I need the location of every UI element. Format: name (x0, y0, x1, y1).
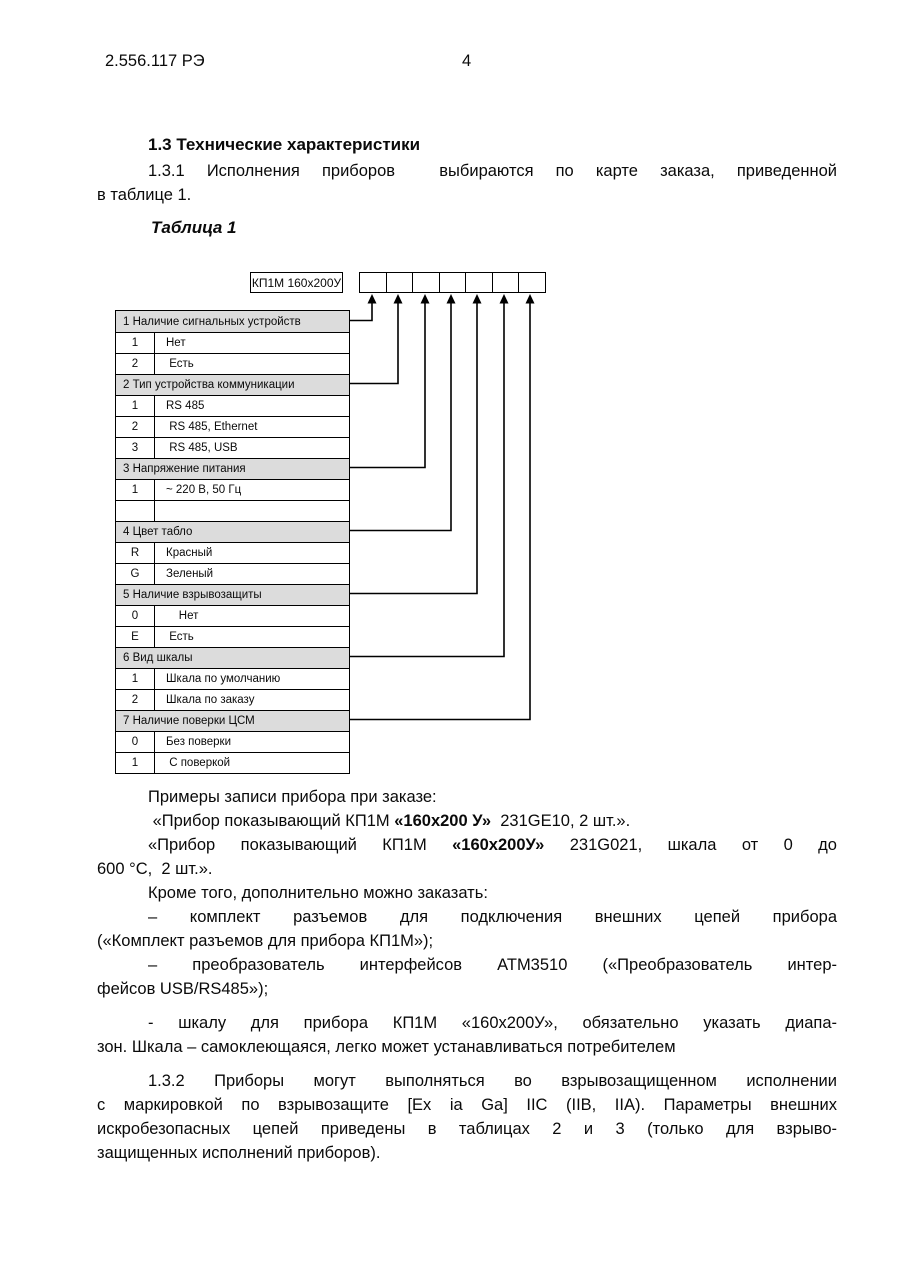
code-cells-row (359, 272, 546, 293)
page-number: 4 (462, 52, 472, 70)
paragraph-line: искробезопасных цепей приведены в таблицах 2 и 3 (только для взрыво- (97, 1120, 837, 1138)
paragraph-line: 1.3.2 Приборы могут выполняться во взрывозащищенном исполнении (148, 1072, 837, 1090)
example-1-pre: «Прибор показывающий КП1М (148, 812, 395, 830)
option-code (116, 501, 155, 521)
option-label: Шкала по умолчанию (166, 673, 281, 685)
code-cell (465, 273, 492, 292)
order-table (115, 310, 350, 774)
option-code: G (116, 564, 155, 584)
option-code: 1 (116, 333, 155, 353)
paragraph-131 (97, 159, 837, 207)
table-row (116, 353, 349, 374)
table-row (116, 731, 349, 752)
option-code: E (116, 627, 155, 647)
option-code: 1 (116, 396, 155, 416)
table-section-header: 1 Наличие сигнальных устройств (116, 311, 349, 332)
option-code: 2 (116, 354, 155, 374)
paragraph-line: защищенных исполнений приборов). (97, 1144, 381, 1162)
model-label-box (250, 272, 343, 293)
table-caption: Таблица 1 (151, 218, 237, 237)
option-code: 2 (116, 690, 155, 710)
example-2-line2: 600 °С, 2 шт.». (97, 860, 213, 878)
doc-number: 2.556.117 РЭ (105, 52, 205, 70)
section-heading: 1.3 Технические характеристики (148, 135, 421, 154)
paragraph-line: Примеры записи прибора при заказе: (148, 788, 437, 806)
option-label: Есть (166, 631, 194, 643)
body-text (97, 785, 837, 1165)
option-label: Зеленый (166, 568, 214, 580)
option-label: RS 485 (166, 400, 205, 412)
example-1-post: 231GE10, 2 шт.». (491, 812, 631, 830)
table-row (116, 626, 349, 647)
example-1-bold: «160x200 У» (394, 812, 492, 830)
code-cell (439, 273, 466, 292)
table-row (116, 563, 349, 584)
list-item: – комплект разъемов для подключения внешних цепей прибора (148, 908, 837, 926)
code-cell (412, 273, 439, 292)
table-section-header: 3 Напряжение питания (116, 458, 349, 479)
example-2-pre: «Прибор показывающий КП1М (148, 836, 453, 854)
option-label: Нет (166, 610, 199, 622)
table-row (116, 332, 349, 353)
example-2-bold: «160x200У» (452, 836, 545, 854)
option-code: 0 (116, 732, 155, 752)
code-cell (386, 273, 413, 292)
table-row (116, 395, 349, 416)
connector-arrowheads (368, 294, 535, 304)
list-item-cont: («Комплект разъемов для прибора КП1М»); (97, 932, 434, 950)
table-row (116, 500, 349, 521)
model-label: КП1М 160x200У (251, 275, 342, 290)
table-row (116, 689, 349, 710)
option-label: RS 485, Ethernet (166, 421, 258, 433)
option-label: Нет (166, 337, 186, 349)
list-item-cont: фейсов USB/RS485»); (97, 980, 269, 998)
option-label: ~ 220 В, 50 Гц (166, 484, 242, 496)
table-row (116, 479, 349, 500)
paragraph-line: 1.3.1 Исполнения приборов выбираются по карте заказа, приведенной (148, 162, 837, 180)
option-code: 0 (116, 606, 155, 626)
table-row (116, 416, 349, 437)
paragraph-line: в таблице 1. (97, 186, 192, 204)
table-section-header: 4 Цвет табло (116, 521, 349, 542)
example-2-line (97, 833, 837, 857)
table-row (116, 668, 349, 689)
option-code: 3 (116, 438, 155, 458)
table-row (116, 542, 349, 563)
connector-lines (350, 302, 530, 720)
paragraph-line: с маркировкой по взрывозащите [Ex ia Ga] IIC (IIB, IIA). Параметры внешних (97, 1096, 837, 1114)
option-label: Есть (166, 358, 194, 370)
option-code: 1 (116, 753, 155, 773)
example-1-line (97, 809, 837, 833)
list-item: - шкалу для прибора КП1М «160x200У», обязательно указать диапа- (148, 1014, 837, 1032)
paragraph-line: Кроме того, дополнительно можно заказать: (148, 884, 488, 902)
option-code: R (116, 543, 155, 563)
option-code: 2 (116, 417, 155, 437)
example-2-post: 231G021, шкала от 0 до (544, 836, 837, 854)
table-section-header: 7 Наличие поверки ЦСМ (116, 710, 349, 731)
table-row (116, 605, 349, 626)
option-label: Шкала по заказу (166, 694, 255, 706)
option-code: 1 (116, 480, 155, 500)
option-label: Красный (166, 547, 213, 559)
table-row (116, 437, 349, 458)
code-cell (492, 273, 519, 292)
option-label: Без поверки (166, 736, 232, 748)
list-item: – преобразователь интерфейсов АТМ3510 («Преобразователь интер- (148, 956, 837, 974)
option-label: RS 485, USB (166, 442, 238, 454)
list-item-cont: зон. Шкала – самоклеющаяся, легко может устанавливаться потребителем (97, 1038, 676, 1056)
table-section-header: 6 Вид шкалы (116, 647, 349, 668)
table-section-header: 5 Наличие взрывозащиты (116, 584, 349, 605)
table-section-header: 2 Тип устройства коммуникации (116, 374, 349, 395)
option-label: С поверкой (166, 757, 231, 769)
option-code: 1 (116, 669, 155, 689)
code-cell (360, 273, 386, 292)
code-cell (518, 273, 545, 292)
table-row (116, 752, 349, 773)
